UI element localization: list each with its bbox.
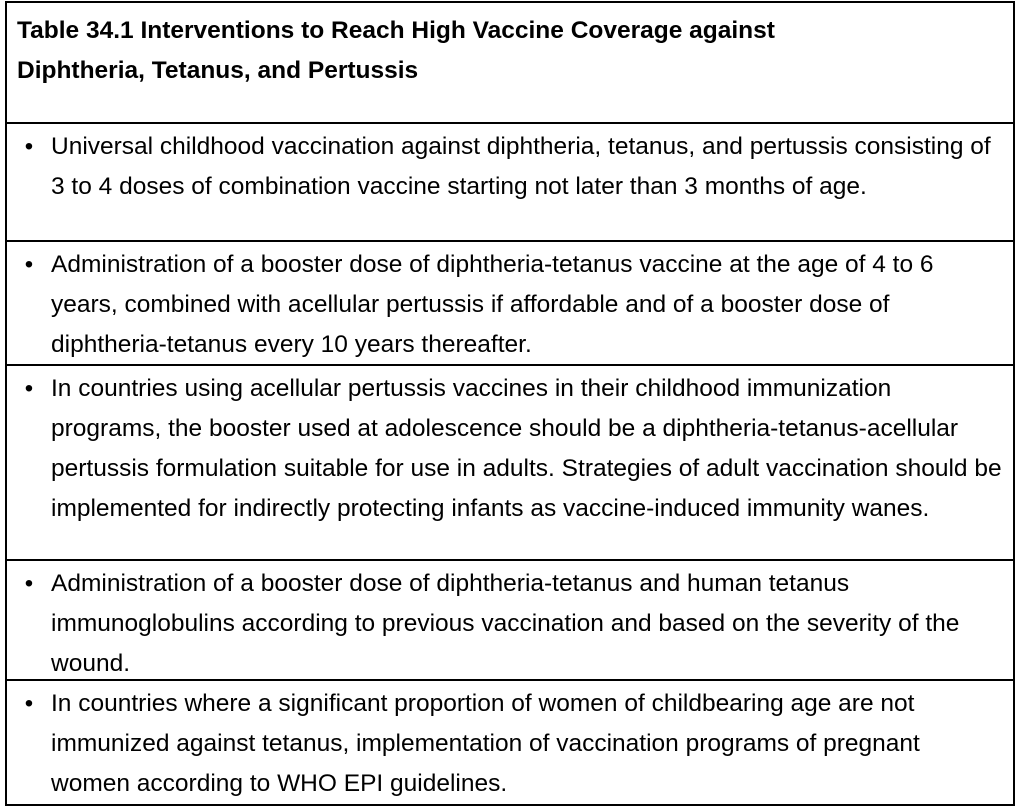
table-row bbox=[7, 366, 1013, 561]
interventions-table bbox=[5, 1, 1015, 806]
table-row bbox=[7, 681, 1013, 804]
bullet-icon: • bbox=[24, 374, 34, 402]
bullet-icon: • bbox=[24, 690, 34, 717]
table-row bbox=[7, 561, 1013, 681]
table-title-line-1: Table 34.1 Interventions to Reach High Vaccine Coverage against bbox=[17, 17, 775, 44]
row-text: Administration of a booster dose of diphtheria-tetanus vaccine at the age of 4 to 6 years, combined with acellular pertussis if affordable and of a booster dose of diphtheria-tetanus every 10 years thereafter. bbox=[51, 250, 934, 358]
table-row bbox=[7, 124, 1013, 241]
table-title-cell bbox=[7, 3, 1013, 124]
row-text: In countries where a significant proportion of women of childbearing age are not immunized against tetanus, implementation of vaccination programs of pregnant women according to WHO EPI guidelines. bbox=[51, 690, 920, 797]
bullet-icon: • bbox=[24, 133, 34, 161]
bullet-icon: • bbox=[24, 570, 34, 597]
row-text: Administration of a booster dose of diphtheria-tetanus and human tetanus immunoglobulins according to previous vaccination and based on the severity of the wound. bbox=[51, 570, 960, 677]
row-text: In countries using acellular pertussis vaccines in their childhood immunization programs, the booster used at adolescence should be a diphtheria-tetanus-acellular pertussis formulation suitable for use in adults. Strategies of adult vaccination should be implemented for indirectly protecting infants as vaccine-induced immunity wanes. bbox=[51, 374, 1002, 522]
bullet-icon: • bbox=[24, 250, 34, 278]
row-text: Universal childhood vaccination against diphtheria, tetanus, and pertussis consisting of 3 to 4 doses of combination vaccine starting not later than 3 months of age. bbox=[51, 133, 991, 201]
table-row bbox=[7, 242, 1013, 366]
table-title bbox=[17, 11, 1001, 91]
table-title-line-2: Diphtheria, Tetanus, and Pertussis bbox=[17, 57, 419, 84]
